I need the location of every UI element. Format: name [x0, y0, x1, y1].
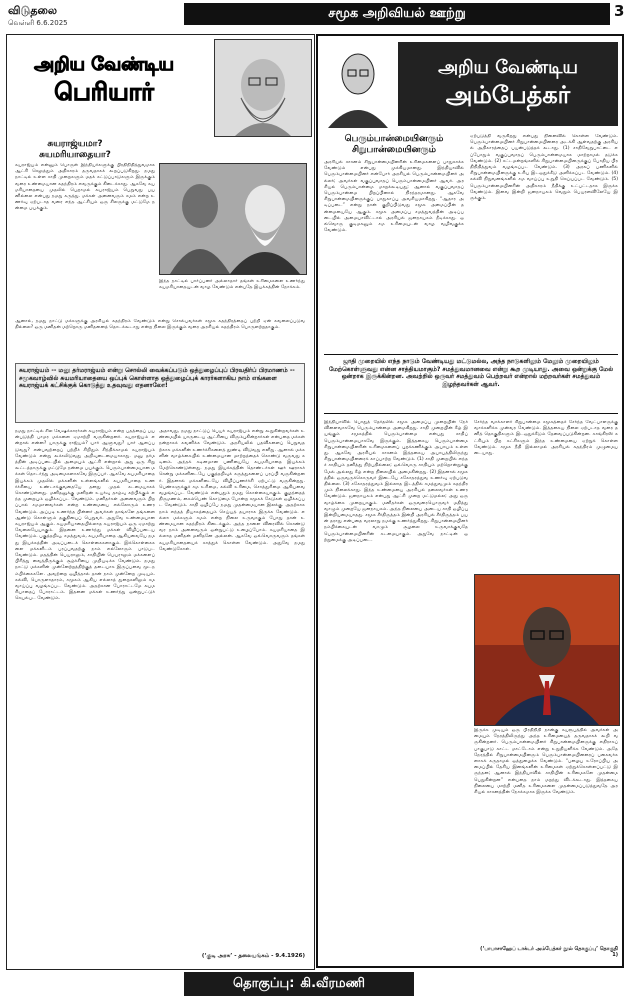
ambedkar-article-heading [324, 134, 464, 156]
section-title: சமூக அறிவியல் ஊற்று [184, 3, 610, 25]
ambedkar-banner [398, 42, 618, 126]
ambedkar-text-col2-mid: சேர்ந்த வாக்காளர் சிறுபான்மை சமூகத்தைச் சேர்ந்த வேட்பாளருக்கு வாக்களிக்க முன்வர வேண்டும். இத்தகைய நிலை ஏற்படாத வரை தனித் தொகுதிகளும் இடஒதுக்கீடும் தேவைப்படுகின்றன. காங்கிரஸ் கட்சியும் பிற கட்சிகளும் இந்த உண்மையை ஏற்றுக் கொள்ள வேண்டும். சமூக நீதி இல்லாமல் அரசியல் சுதந்திரம் முழுமையடையாது. [474, 420, 618, 457]
publication-name: விடுதலை [8, 4, 58, 17]
periyar-text-col1-top: சுயராஜ்யம் என்னும் பொருள் இந்தியர்களுக்கு பிரதிநிதித்துவமாக ஆட்சி செலுத்தும் அதிகாரம் தருவதாகக் கூறப்படுகிறது. நமது நாட்டில் உள்ள சாதி முறைகளும் மதக் கட்டுப்பாடுகளும் இருக்கும் வரை உண்மையான சுதந்திரம் எவருக்கும் கிடைக்காது. ஆகவே சுயமரியாதையை முதலில் பெறாமல் சுயராஜ்யம் பெறுவது பயனில்லை என்பது நமது கருத்து. மக்கள் அனைவரும் சமம் என்ற உணர்வு ஏற்படாத வரை எந்த ஆட்சியும் ஒரு சிலருக்கு மட்டுமே நன்மை பயக்கும். [15, 163, 155, 212]
periyar-text-col2-top: இந்த நாட்டில் பார்ப்பனர் அல்லாதார் தங்கள் உரிமைகளை உணர்ந்து சுயமரியாதையுடன் வாழ வேண்டும் என்பதே இயக்கத்தின் நோக்கம். [159, 279, 305, 291]
ambedkar-pullquote: ஜாதி முறையில் எந்த நாடும் வேண்டியது மட்டுமல்ல, அந்த நாடுகளிலும் மேலும் முறையிலும் மேற்கொள்ளுவது என்ன சாத்தியமாகும்? சமத்துவமானவை என்று கூற முடியாது. அவை ஒன்றுக்கு மேல் ஒன்றாக இருக்கின்றன. அவற்றில் ஒருவர் சமத்துவம் பெற்றவர் என்றால் மற்றவர்கள் சமத்துவம் இழந்தவர்கள் ஆவர். [324, 354, 618, 414]
ambedkar-sketch-icon [322, 40, 392, 128]
banner-line1: அறிய வேண்டிய [34, 53, 174, 75]
heading-line1: பெரும்பான்மையினரும் [344, 134, 444, 144]
periyar-portrait [214, 39, 312, 137]
compiler-name: கி.வீரமணி [300, 976, 365, 991]
periyar-column [6, 34, 315, 970]
ambedkar-text-col2-top: ஏற்படுத்தி வருகிறது என்பது நினைவில் கொள்ள வேண்டும். பெரும்பான்மையினர் சிறுபான்மையினரை அடக்கி ஆள்வதற்கு அரசியல் அதிகாரத்தைப் பயன்படுத்தக் கூடாது. (1) சாதிவேறுபாட்டை எப்போதும் வகுப்புவாதப் பெரும்பான்மையாக மாற்றாமல் தடுக்க வேண்டும். (2) சட்டமன்றங்களில் சிறுபான்மையினருக்குப் போதிய பிரதிநிதித்துவம் வழங்கப்பட வேண்டும். (3) அரசுப் பணிகளில் சிறுபான்மையினருக்கு உரிய இடஒதுக்கீடு அளிக்கப்பட வேண்டும். (4) கல்வி நிறுவனங்களில் சம வாய்ப்பு உறுதி செய்யப்பட வேண்டும். (5) பெரும்பான்மையினரின் அதிகாரம் நீதிக்கு உட்பட்டதாக இருக்க வேண்டும். இவை இன்றி ஜனநாயகம் வெறும் பெயரளவிலேயே இருக்கும். [470, 134, 618, 202]
page-header [0, 0, 630, 30]
issue-date: வெள்ளி 6.6.2025 [8, 19, 68, 27]
periyar-text-col1: நமது நாட்டில் சில வேஷக்காரர்கள் சுயராஜ்யம் என்ற பதத்தைப் பயன்படுத்தி பாமர மக்களை ஏமாற்றி வருகின்றனர். சுயராஜ்யம் என்றால் என்ன? யாருக்கு ராஜ்யம்? யார் ஆளுவது? யார் ஆளப்படுவது? என்பவற்றைப் பற்றிச் சிறிதும் சிந்திக்காமல் சுயராஜ்யம் வேண்டும் என்று கூச்சலிடுவது அறிவுடைமையாகாது. மனு தர்மத்தின் அடிப்படையில் அமையும் ஆட்சி என்றால் அது ஒரு சிறு கூட்டத்தாருக்கு மட்டுமே நன்மை பயக்கும். பெரும்பான்மையான மக்கள் தொடர்ந்து அடிமைகளாகவே இருப்பர். ஆகவே சுயமரியாதை இயக்கம் முதலில் மக்களின் உள்ளங்களில் சுயமரியாதை உணர்ச்சியை உண்டாக்குவதையே தனது முதல் கடமையாகக் கொண்டுள்ளது. மனிதனுக்கு மனிதன் உயர்வு தாழ்வு கற்பிக்கும் எந்த முறையும் ஒழிக்கப்பட வேண்டும். மனிதர்கள் அனைவரும் பிறப்பால் சமமானவர்கள் என்ற உண்மையை எல்லோரும் உணர வேண்டும். அப்படி உணர்ந்த பின்னர் அவர்கள் தாங்களே தங்களை ஆண்டு கொள்ளும் தகுதியைப் பெறுவர். அதுவே உண்மையான சுயராஜ்யம் ஆகும். சுயமரியாதையில்லாத சுயராஜ்யம் ஒரு ஏமாற்று வேலையேயாகும். இதனை உணர்ந்து மக்கள் விழிப்படைய வேண்டும். பகுத்தறிவு, சமத்துவம், சுயமரியாதை ஆகியவையே நமது இயக்கத்தின் அடிப்படைக் கொள்கைகளாகும். இக்கொள்கைகளை மக்களிடம் பரப்புவதற்கு நாம் எல்லோரும் பாடுபட வேண்டும். மதத்தின் பெயராலும், சாதியின் பெயராலும் மக்களைப் பிரித்து வைத்திருக்கும் சூழ்ச்சியை முறியடிக்க வேண்டும். நமது நாட்டு மக்களின் முன்னேற்றத்திற்குத் தடையாக இருப்பவை மூடநம்பிக்கைகளே. அவற்றை ஒழித்தால் தான் நாம் முன்னேற முடியும். கல்வி, பொருளாதாரம், சமூகம் ஆகிய எல்லாத் துறைகளிலும் சம வாய்ப்பு வழங்கப்பட வேண்டும். அதற்கான போராட்டமே சுயமரியாதைப் போராட்டம். இதனை மக்கள் உணர்ந்து ஒன்றுபட்டுச் செயல்பட வேண்டும். [15, 429, 155, 602]
periyar-article-heading: சுயராஜ்யமா? சுயமரியாதையா? [39, 139, 111, 160]
banner-line2: பெரியார் [54, 76, 154, 106]
heading-line2: சிறுபான்மையினரும் [351, 145, 436, 155]
ambedkar-caption: (‘பாபாசாஹேப் டாக்டர் அம்பேத்கர் நூல் தொகுப்பு’ தொகுதி 1) [480, 946, 618, 958]
ambedkar-portrait-icon [475, 575, 619, 725]
periyar-text-col2: அதாவது, நமது நாட்டுப் பெயர் சுயராஜ்யம் என்று கூறுகின்றவர்கள் உண்மையில் யாருடைய ஆட்சியை விரும்புகின்றார்கள் என்பதை மக்கள் நன்றாகக் கவனிக்க வேண்டும். அரசியலில் பதவிகளைப் பெறுவதற்காக மக்களின் உணர்ச்சிகளைத் தூண்டி விடுவது எளிது. ஆனால் மக்களின் வாழ்க்கையில் உண்மையான மாற்றத்தைக் கொண்டு வருவது கடினம். அந்தக் கடினமான பணியையே சுயமரியாதை இயக்கம் மேற்கொண்டுள்ளது. நமது இயக்கத்தின் தொண்டர்கள் ஊர் ஊராகச் சென்று மக்களிடையே பகுத்தறிவுக் கருத்துகளைப் பரப்பி வருகின்றனர். இதனால் மக்களிடையே விழிப்புணர்ச்சி ஏற்பட்டு வருகின்றது. பெண்களுக்குச் சம உரிமை, கல்வி உரிமை, சொத்துரிமை ஆகியவை வழங்கப்பட வேண்டும் என்பதும் நமது கொள்கையாகும். குழந்தைத் திருமணம், கைம்பெண் கொடுமை போன்ற சமூகக் கேடுகள் ஒழிக்கப்பட வேண்டும். சாதி ஒழிப்பே நமது முதன்மையான இலக்கு. அதற்காக நாம் எந்தத் தியாகத்தையும் செய்யத் தயாராக இருக்க வேண்டும். எல்லா மக்களும் சமம் என்ற நிலை உருவாகும் போது தான் உண்மையான சுதந்திரம் கிடைக்கும். அந்த நாளை விரைவில் கொண்டு வர நாம் அனைவரும் ஒன்றுபட்டு உழைப்போம். சுயமரியாதை இல்லாத மனிதன் மனிதனே அல்லன். ஆகவே ஒவ்வொருவரும் தங்கள் சுயமரியாதையைக் காத்துக் கொள்ள வேண்டும். அதுவே நமது வேண்டுகோள். [159, 429, 305, 552]
periyar-photo [159, 163, 307, 275]
periyar-sketch-icon [215, 40, 311, 136]
ambedkar-text-col1-top: அரசியல் சாசனம் சிறுபான்மையினரின் உரிமைகளைப் பாதுகாக்க வேண்டும் என்பது முக்கியமானது. இந்தியாவில் பெரும்பான்மையினர் என்போர் அரசியல் பெரும்பான்மையினர் அல்லர்; அவர்கள் வகுப்புவாதப் பெரும்பான்மையினர் ஆவர். அரசியல் பெரும்பான்மை மாறக்கூடியது; ஆனால் வகுப்புவாதப் பெரும்பான்மை பிறப்பினால் நிரந்தரமானது. ஆகவே சிறுபான்மையினருக்குப் பாதுகாப்பு அவசியமாகிறது. “ஆதார அடிப்படை” என்று நான் குறிப்பிடுவது சமூக அமைப்பின் தன்மையையே ஆகும். சமூக அமைப்பு சமத்துவத்தின் அடிப்படையில் அமையாவிட்டால் அரசியல் ஜனநாயகம் நீடிக்காது. ஒவ்வொரு குடிமகனும் சம உரிமையுடன் வாழ வழிவகுக்க வேண்டும். [324, 160, 464, 234]
ambedkar-column [316, 34, 624, 968]
periyar-photo-icon [160, 164, 306, 274]
ambedkar-photo [474, 574, 620, 726]
periyar-text-mid: ஆனால், நமது நாட்டு மக்களுக்கு அரசியல் சுதந்திரம் வேண்டும் என்று சொல்பவர்கள் சமூக சுதந்திரத்தைப் பற்றி ஏன் கவலைப்படுவதில்லை? ஒரு மனிதன் மற்றொரு மனிதனைத் தொடக்கூடாது என்ற நிலை இருக்கும் வரை அரசியல் சுதந்திரம் பொருளற்றதாகும். [15, 319, 305, 331]
periyar-byline: (‘குடி அரசு’ - தலையங்கம் - 9.4.1926) [201, 953, 305, 959]
page-number: 3 [614, 2, 625, 20]
banner-line1: அறிய வேண்டிய [438, 56, 578, 78]
compiler-footer [184, 972, 414, 996]
compiler-label: தொகுப்பு: [233, 976, 295, 991]
banner-line2: அம்பேத்கர் [445, 79, 571, 109]
periyar-banner [29, 53, 179, 109]
ambedkar-sketch [322, 40, 392, 128]
ambedkar-text-col1: இந்தியாவில் பொதுத் தேர்தலில் சமூக அமைப்பு முறையின் நேர் விளைவாகவே பெரும்பான்மை அமைகிறது. சாதி முறையின் கீழ் இயங்கும் சமூகத்தில் பெரும்பான்மை என்பது சாதிப் பெரும்பான்மையாகவே இருக்கும். இத்தகைய பெரும்பான்மை சிறுபான்மையினரின் உரிமைகளைப் புறக்கணிக்கும் அபாயம் உள்ளது. ஆகவே அரசியல் சாசனம் இத்தகைய அபாயத்திலிருந்து சிறுபான்மையினரைக் காப்பாற்ற வேண்டும். (1) சாதி முறையில் எந்தச் சாதியும் தனித்து நிற்பதில்லை; ஒவ்வொரு சாதியும் மற்றொன்றுக்கு மேல் அல்லது கீழ் என்ற நிலையில் அமைகின்றது. (2) இதனால் சமூகத்தில் ஒருவருக்கொருவர் இடையே சகோதரத்துவ உணர்வு ஏற்படுவதில்லை. (3) சகோதரத்துவம் இல்லாத இடத்தில் சமத்துவமும் சுதந்திரமும் நிலைக்காது. இந்த உண்மையை அரசியல் தலைவர்கள் உணர வேண்டும். ஜனநாயகம் என்பது ஆட்சி முறை மட்டுமல்ல; அது ஒரு வாழ்க்கை முறையாகும். மனிதர்கள் ஒருவரையொருவர் மதித்து வாழும் முறையே ஜனநாயகம். அந்த நிலையை அடைய சாதி ஒழிப்பு இன்றியமையாதது. சமூக சீர்திருத்தம் இன்றி அரசியல் சீர்திருத்தம் பயன் தராது என்பதை வரலாறு நமக்கு உணர்த்துகிறது. சிறுபான்மையினர் நம்பிக்கையுடன் வாழும் சூழலை உருவாக்குவதே பெரும்பான்மையினரின் கடமையாகும். அதுவே நாட்டின் ஒற்றுமைக்கு அடிப்படை. [324, 420, 468, 543]
periyar-pullquote: சுயராஜ்யம் -- மனு தர்மராஜ்யம் என்று சொல்லி வைக்கப்படும் ஒத்துழைப்புப் பிரவதிர்ப் பிரமாணம் -- சமூகவாழ்வில் சுயமரியாதையை ஒப்புக் கொள்ளாத ஒத்துழைப்புக் காரர்களாகிய நாம் எங்களை சுயராஜ்யக் கட்சிக்குக் கொடுத்து உதவுவது எதனாலோ! [15, 363, 305, 423]
ambedkar-text-col2: இருக்க முடியும் ஒரு பிரதிநிதி நான்கு சுயரூபத்தில் அவர்கள் அமையும் நேரத்திலிருந்து அந்த உரிமையைத் தருவதாகக் கூறி வருகின்றனர். பெரும்பான்மையினர் சிறுபான்மையினருக்கு எதிராகப் பாகுபாடு காட்ட மாட்டோம் என்று உறுதியளிக்க வேண்டும். அதே நேரத்தில் சிறுபான்மையினரும் பெரும்பான்மையினரைப் பகைவர்களாகக் கருதாமல் ஒத்துழைக்க வேண்டும். “பழைய உரோப்பிய அமைப்பில் தேசிய இனங்களின் உரிமைகள் ஏற்றுக்கொள்ளப்பட்டு இருந்தன; ஆனால் இந்தியாவில் சாதியின் உரிமைகளே முதன்மை பெறுகின்றன” என்பதை நாம் மறந்து விடக்கூடாது. இத்தகைய நிலையை மாற்றி மனித உரிமைகளை முதன்மைப்படுத்துவதே அரசியல் சாசனத்தின் நோக்கமாக இருக்க வேண்டும். [474, 728, 618, 796]
